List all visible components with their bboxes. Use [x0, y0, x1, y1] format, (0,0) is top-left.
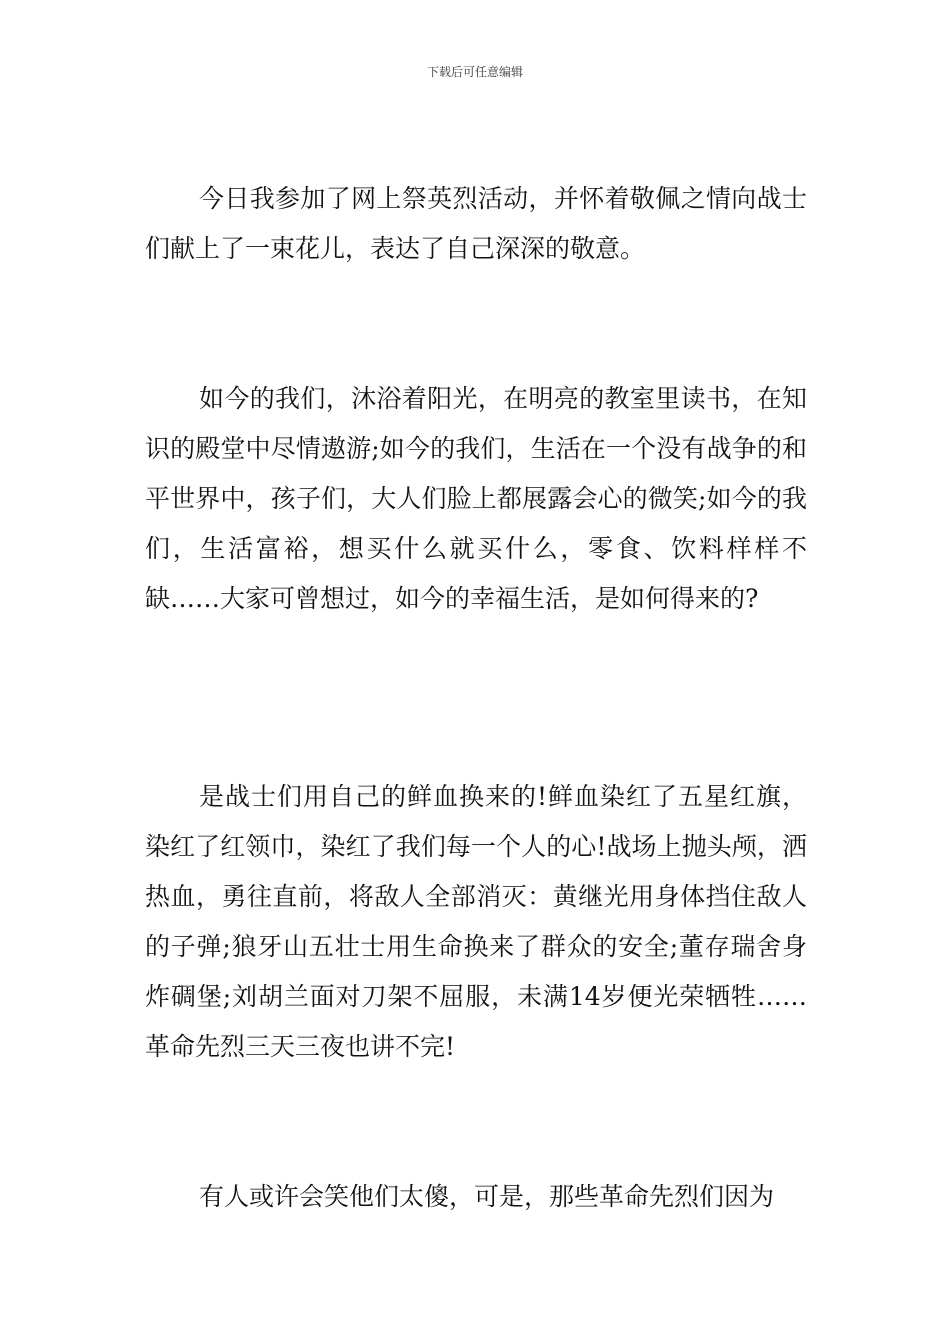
paragraph-4: 有人或许会笑他们太傻，可是，那些革命先烈们因为	[199, 1182, 775, 1211]
paragraph-3: 是战士们用自己的鲜血换来的!鲜血染红了五星红旗，染红了红领巾，染红了我们每一个人的心!战场上抛头颅，洒热血，勇往直前，将敌人全部消灭：黄继光用身体挡住敌人的子弹;狼牙山五壮士用生命换来了群众的安全;董存瑞舍身炸碉堡;刘胡兰面对刀架不屈服，未满14岁便光荣牺牲……革命先烈三天三夜也讲不完!	[145, 782, 807, 1061]
page-header: 下载后可任意编辑	[426, 65, 523, 79]
paragraph-1: 今日我参加了网上祭英烈活动，并怀着敬佩之情向战士们献上了一束花儿，表达了自己深深的敬意。	[145, 184, 807, 263]
paragraph-2: 如今的我们，沐浴着阳光，在明亮的教室里读书，在知识的殿堂中尽情遨游;如今的我们，生活在一个没有战争的和平世界中，孩子们，大人们脸上都展露会心的微笑;如今的我们，生活富裕，想买什么就买什么，零食、饮料样样不缺……大家可曾想过，如今的幸福生活，是如何得来的?	[145, 384, 807, 613]
